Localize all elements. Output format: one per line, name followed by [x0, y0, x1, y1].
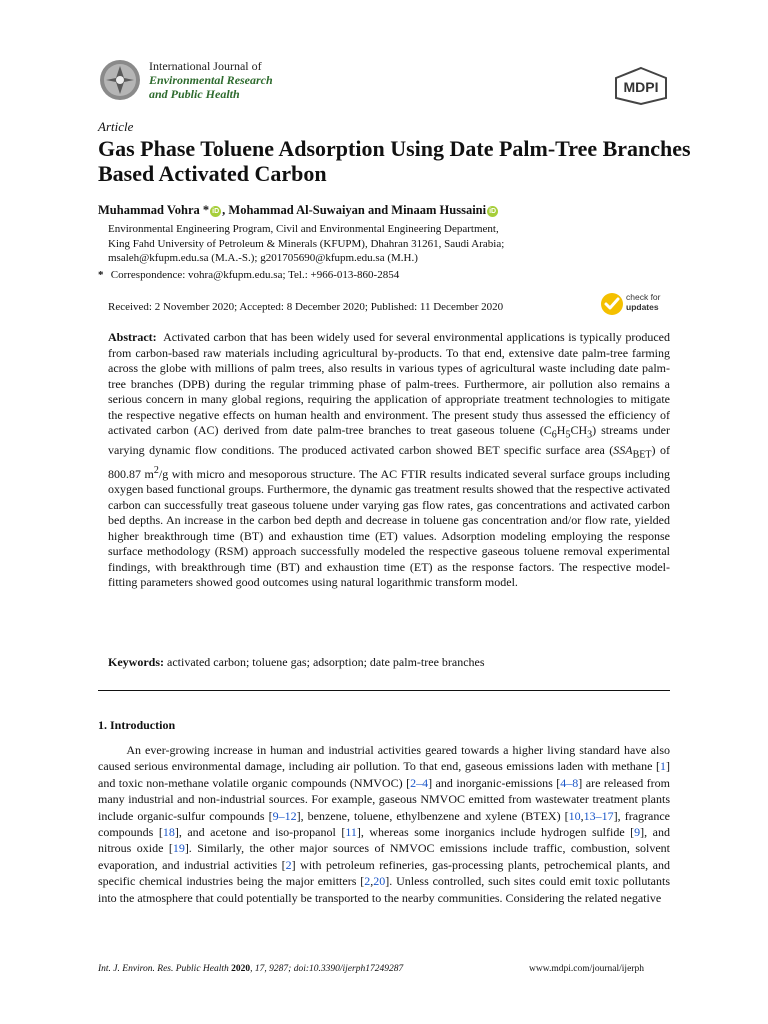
correspondence-text: Correspondence: vohra@kfupm.edu.sa; Tel.: +966-013-860-2854: [110, 269, 400, 281]
orcid-icon[interactable]: iD: [212, 208, 220, 215]
abstract-text: ) of 800.87 m: [108, 442, 671, 481]
keywords-text: activated carbon; toluene gas; adsorption; date palm-tree branches: [167, 655, 485, 669]
body-text: ] and toxic non-methane volatile organic compounds (NMVOC) [: [98, 759, 670, 790]
citation-link[interactable]: 2–4: [410, 775, 429, 790]
citation-link[interactable]: 2: [364, 874, 371, 889]
publication-dates: Received: 2 November 2020; Accepted: 8 December 2020; Published: 11 December 2020: [108, 301, 504, 313]
journal-name-line3: and Public Health: [149, 87, 240, 101]
body-text: ], and nitrous oxide [: [98, 825, 670, 856]
footer-doi: , 17, 9287; doi:10.3390/ijerph17249287: [250, 964, 404, 974]
abstract-text: CH: [570, 423, 588, 437]
body-text: ]. Unless controlled, such sites could emit toxic pollutants into the atmosphere that could potentially be transported to the nearby communities. Considering the related negative: [98, 874, 670, 905]
journal-name-line2: Environmental Research: [149, 73, 273, 87]
citation-link[interactable]: 10: [568, 808, 581, 823]
abstract: [108, 330, 670, 591]
citation-link[interactable]: 4–8: [560, 775, 579, 790]
page-title: Gas Phase Toluene Adsorption Using Date Palm-Tree Branches Based Activated Carbon: [98, 136, 691, 186]
check-updates-icon: [600, 292, 624, 316]
body-text: An ever-growing increase in human and industrial activities geared towards a higher living standard have also caused serious environmental damage, including air pollution. To that end, gaseous emissions laden with methane [: [98, 743, 670, 774]
superscript: 2: [153, 464, 159, 476]
article-type: Article: [98, 119, 134, 134]
keywords: [108, 655, 670, 670]
author-list: [98, 203, 499, 218]
body-text: ] and inorganic-emissions [: [428, 775, 561, 790]
affiliation-emails: msaleh@kfupm.edu.sa (M.A.-S.); g201705690@kfupm.edu.sa (M.H.): [108, 252, 418, 264]
citation-link[interactable]: 1: [660, 759, 666, 774]
citation-link[interactable]: 13–17: [583, 808, 614, 823]
body-text: ] with petroleum refineries, gas-processing plants, petrochemical plants, and specific chemical industries being the major emitters [: [98, 857, 670, 889]
author-others: , Mohammad Al-Suwaiyan and Minaam Hussaini: [222, 203, 487, 217]
check-for-updates-badge[interactable]: [600, 290, 672, 318]
section-heading: 1. Introduction: [98, 718, 176, 732]
affiliation-line: Environmental Engineering Program, Civil and Environmental Engineering Department,: [108, 223, 499, 235]
footer-url-link[interactable]: www.mdpi.com/journal/ijerph: [529, 964, 644, 974]
abstract-text: /g with micro and mesoporous structure. The AC FTIR results indicated several surface groups including oxygen based functional groups. Furthermore, the dynamic gas treatment results showed that the respective activated carbon can successfully treat gaseous toluene under varying gas flow rates, gas concentrations and activated carbon bed depths. An increase in the carbon bed depth and decrease in toluene gas concentration and/or flow rate, yielded higher breakthrough time (BT) and exhaustion time (ET) values. Adsorption modeling employing the response surface methodology (RSM) approach successfully modeled the respective gaseous toluene removal experimental findings, with breakthrough time (BT) and exhaustion time (ET) as the response factors. The respective model-fitting parameters showed good outcomes using natural logarithmic transform model.: [108, 466, 670, 590]
body-text: ], and acetone and iso-propanol [: [174, 825, 346, 840]
mdpi-logo-icon: [612, 66, 670, 106]
author-1: Muhammad Vohra *: [98, 203, 210, 217]
citation-link[interactable]: 9: [634, 825, 641, 840]
footer-journal: Int. J. Environ. Res. Public Health: [98, 964, 229, 974]
orcid-icon[interactable]: iD: [489, 208, 497, 215]
abstract-label: Abstract:: [108, 330, 157, 344]
correspondence-marker: *: [98, 269, 104, 281]
divider: [98, 690, 670, 691]
introduction-paragraph: [98, 742, 670, 906]
journal-name: [149, 59, 273, 101]
body-text: ,: [580, 808, 584, 823]
abstract-text: H: [556, 423, 566, 437]
body-text: ] are released from many industrial and non-industrial sources. For example, gaseous NMVOC emitted from wastewater treatment plants include organic-sulfur compounds [: [98, 775, 670, 823]
body-text: ], fragrance compounds [: [98, 808, 670, 840]
affiliation-line: King Fahd University of Petroleum & Minerals (KFUPM), Dhahran 31261, Saudi Arabia;: [108, 237, 505, 250]
citation-link[interactable]: 20: [373, 874, 386, 889]
abstract-text: ) streams under varying dynamic flow conditions. The produced activated carbon showed BET specific surface area (: [108, 423, 670, 457]
subscript: BET: [632, 449, 652, 461]
body-text: ], benzene, toluene, ethylbenzene and xylene (BTEX) [: [296, 808, 569, 823]
journal-name-line1: International Journal of: [149, 59, 262, 73]
journal-logo-icon: [98, 58, 142, 102]
citation-link[interactable]: 19: [172, 841, 185, 856]
subscript: 5: [565, 429, 571, 441]
citation-link[interactable]: 2: [285, 857, 292, 872]
footer-year: 2020: [231, 964, 251, 974]
check-updates-line1: check for: [626, 292, 661, 302]
correspondence: [98, 268, 399, 282]
abstract-text: Activated carbon that has been widely used for several environmental applications is typically produced from carbon-based raw materials including agricultural by-products. To that end, extensive date palm-tree farming across the globe with millions of palm trees, also results in various types of agricultural waste including date palm-tree branches (DPB) during the regular trimming phase of palm-trees. Furthermore, air pollution also remains a serious concern in many global regions, requiring the application of appropriate treatment technologies to mitigate the respective negative effects on human health and environment. The present study thus assessed the efficiency of activated carbon (AC) derived from date palm-tree branches to treat gaseous toluene (C: [108, 330, 671, 437]
subscript: 3: [587, 429, 593, 441]
publisher-logo-text: MDPI: [623, 79, 659, 95]
body-text: ,: [370, 874, 374, 889]
citation-link[interactable]: 18: [162, 825, 175, 840]
check-updates-line2: updates: [626, 302, 659, 312]
footer-citation: [98, 964, 403, 974]
affiliation: [108, 222, 668, 266]
subscript: 6: [551, 429, 557, 441]
citation-link[interactable]: 9–12: [272, 808, 297, 823]
body-text: ], whereas some inorganics include hydrogen sulfide [: [356, 825, 635, 840]
body-text: ]. Similarly, the other major sources of NMVOC emissions include traffic, combustion, solvent evaporation, and industrial activities [: [98, 841, 670, 872]
keywords-label: Keywords:: [108, 655, 164, 669]
citation-link[interactable]: 11: [345, 825, 357, 840]
abstract-text: SSA: [613, 442, 633, 457]
